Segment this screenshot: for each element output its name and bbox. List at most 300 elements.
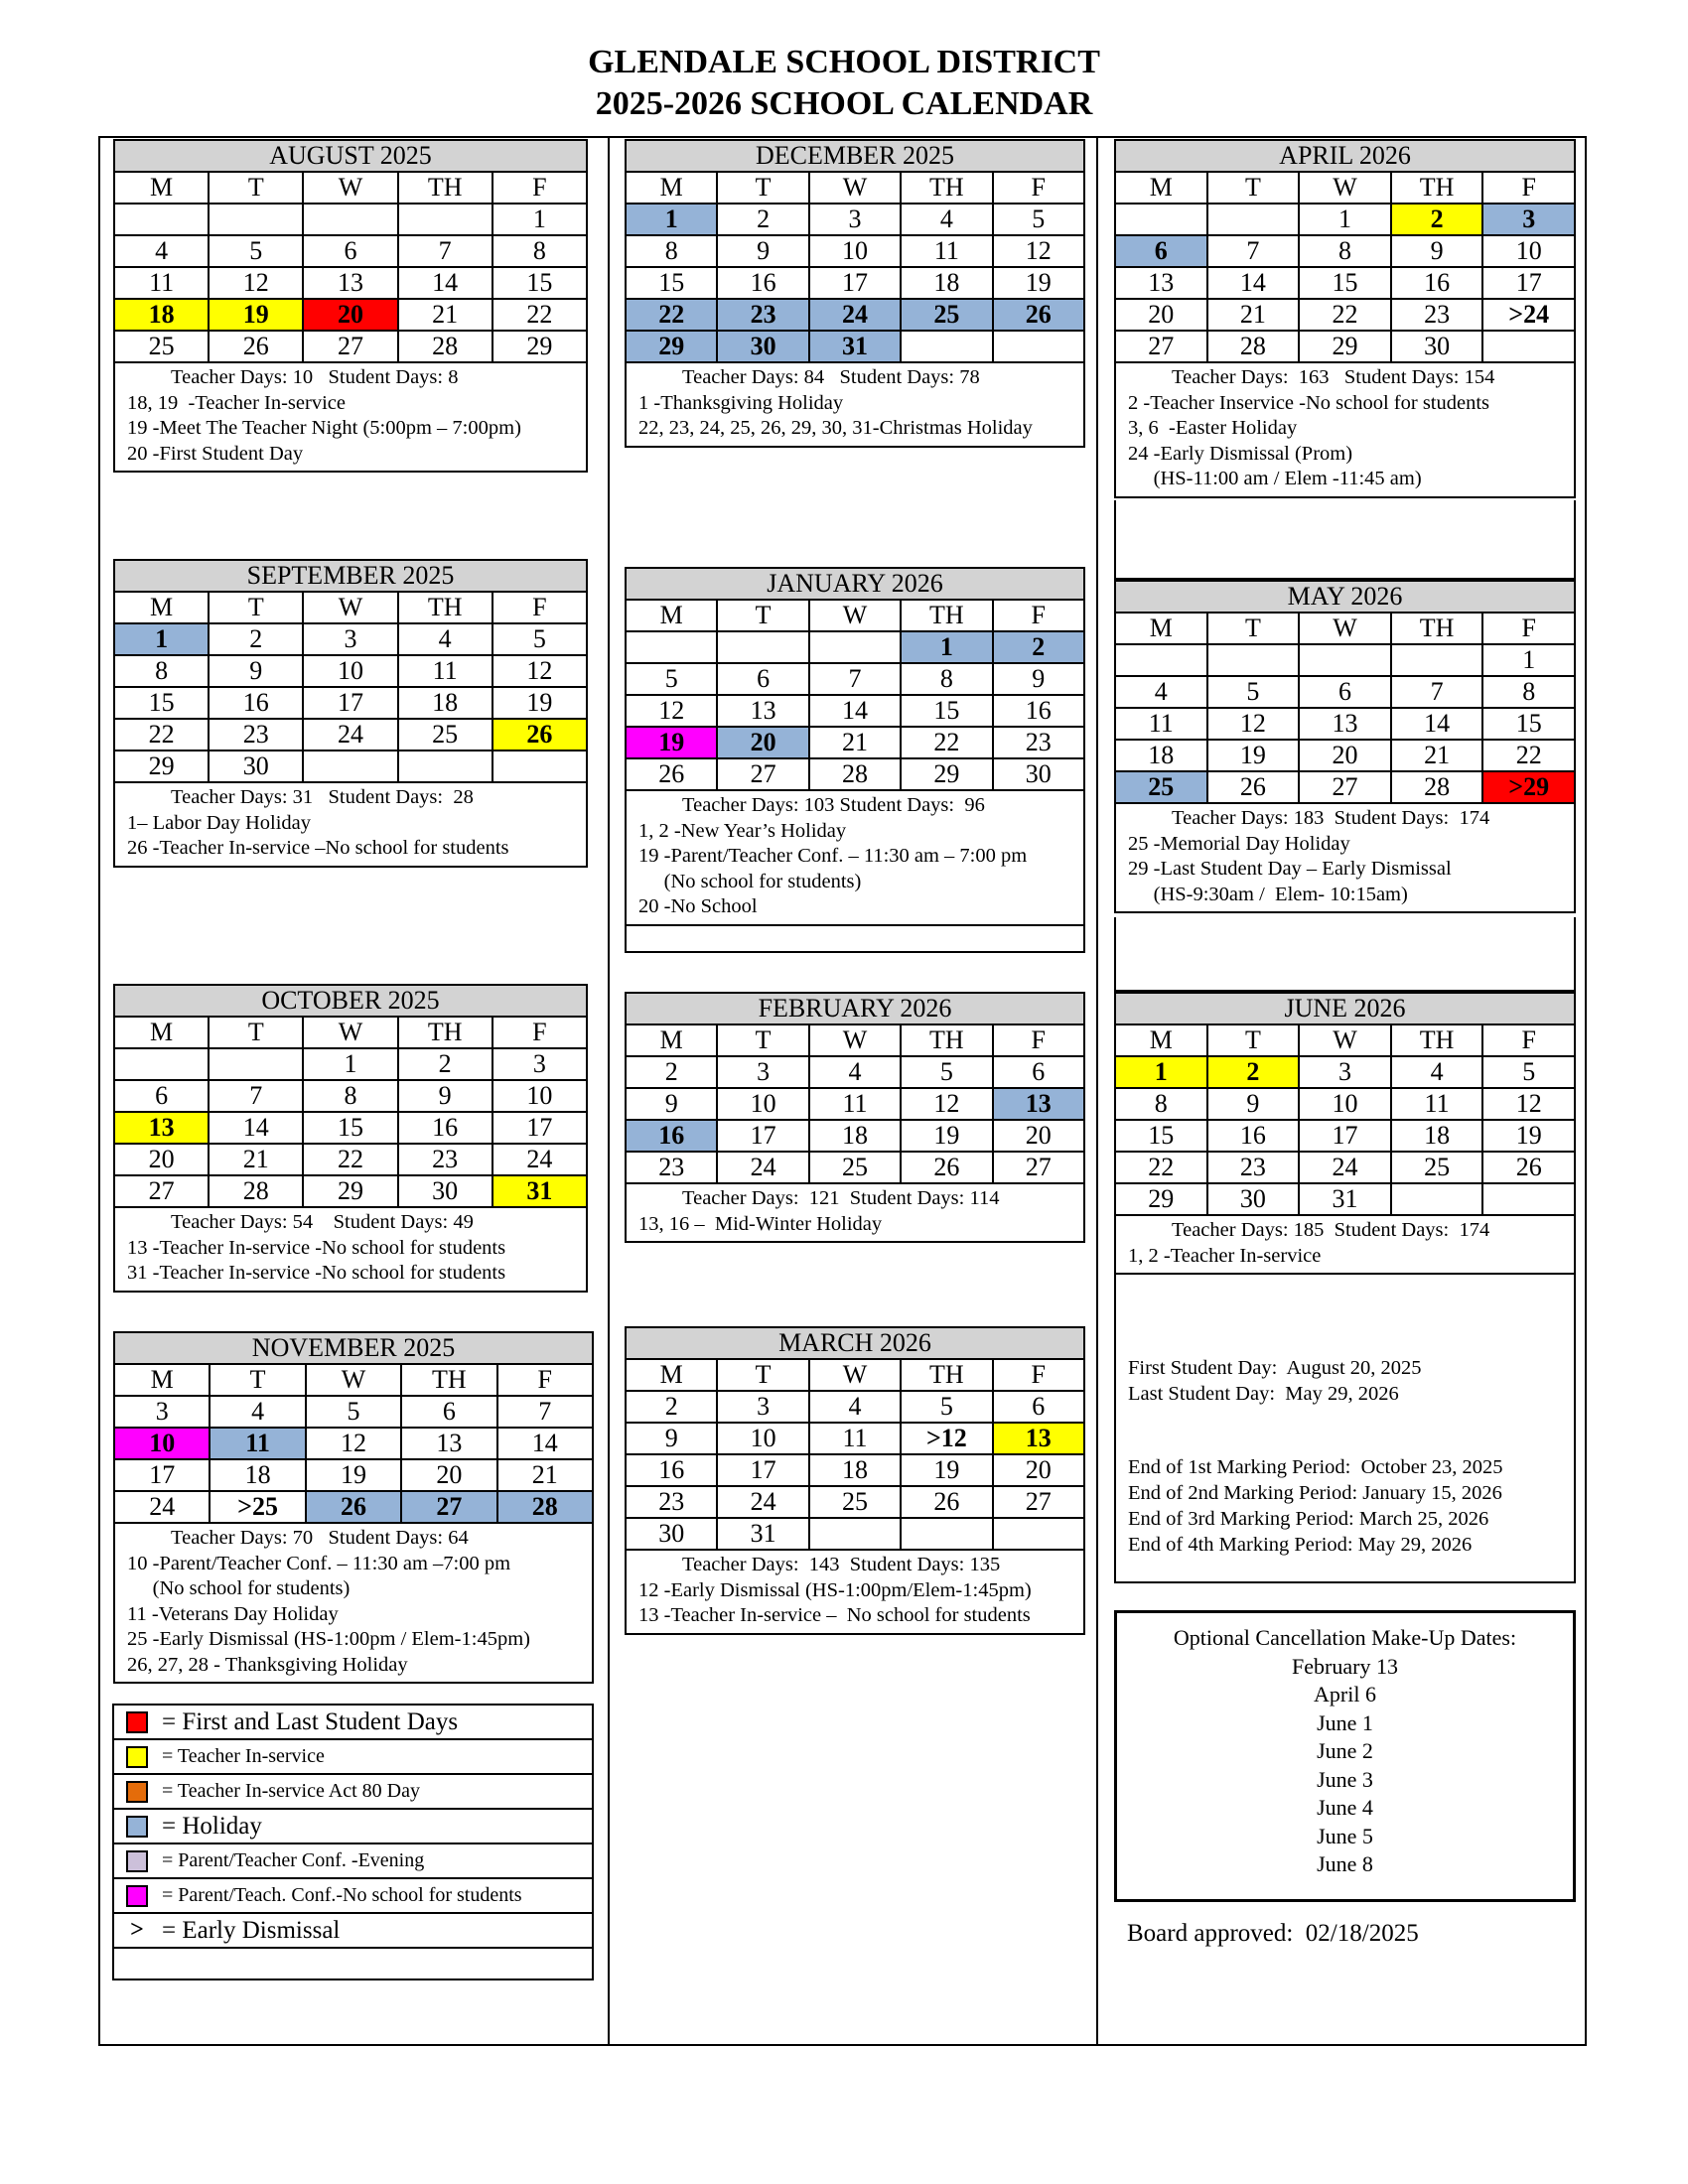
day-cell: 8 (901, 663, 992, 695)
day-cell: 1 (1482, 644, 1575, 676)
day-header: M (626, 1024, 717, 1056)
month-december (625, 139, 1085, 448)
day-cell: 6 (993, 1391, 1084, 1423)
legend-swatch (126, 1850, 148, 1872)
day-cell: 3 (492, 1048, 587, 1080)
day-cell: 1 (1115, 1056, 1207, 1088)
day-cell: 27 (717, 758, 808, 790)
legend-swatch (126, 1711, 148, 1733)
makeup-date: June 8 (1317, 1851, 1373, 1876)
day-cell: 4 (1115, 676, 1207, 708)
day-cell (209, 204, 303, 235)
day-cell: 10 (717, 1423, 808, 1454)
month-notes (625, 1184, 1085, 1243)
month-name: AUGUST 2025 (114, 140, 587, 172)
legend-label: = Early Dismissal (162, 1916, 341, 1944)
day-cell: 19 (901, 1120, 992, 1152)
day-header: TH (1391, 613, 1483, 644)
day-cell: 28 (497, 1491, 593, 1523)
month-grid (625, 567, 1085, 791)
day-cell: 5 (492, 623, 587, 655)
month-september (113, 559, 588, 868)
day-cell: 30 (993, 758, 1084, 790)
note-line: 31 -Teacher In-service -No school for students (127, 1262, 506, 1284)
day-cell: 24 (809, 299, 901, 331)
legend-label: = Holiday (162, 1812, 262, 1840)
day-cell: 23 (398, 1144, 492, 1175)
month-name: JUNE 2026 (1115, 993, 1575, 1024)
day-cell: 18 (901, 267, 992, 299)
day-cell: 25 (398, 719, 492, 751)
makeup-date: June 4 (1317, 1795, 1373, 1820)
day-cell: 26 (901, 1486, 992, 1518)
day-header: M (114, 172, 209, 204)
day-cell: 10 (1299, 1088, 1391, 1120)
day-cell: 14 (809, 695, 901, 727)
day-cell: 20 (401, 1459, 496, 1491)
day-cell: 7 (209, 1080, 303, 1112)
day-header: M (1115, 172, 1207, 204)
january-spacer (625, 814, 1085, 953)
month-grid (113, 559, 588, 783)
may-spacer (1114, 917, 1576, 992)
day-cell: 21 (809, 727, 901, 758)
day-cell: 22 (303, 1144, 397, 1175)
month-name: MAY 2026 (1115, 581, 1575, 613)
note-line: 26 -Teacher In-service –No school for students (127, 837, 509, 859)
day-cell: 29 (1299, 331, 1391, 362)
day-header: F (993, 172, 1084, 204)
month-name: OCTOBER 2025 (114, 985, 587, 1017)
day-cell: 4 (210, 1396, 305, 1428)
district-title: GLENDALE SCHOOL DISTRICT (588, 44, 1100, 80)
day-cell: 11 (809, 1088, 901, 1120)
note-line: 25 -Early Dismissal (HS-1:00pm / Elem-1:45pm) (127, 1628, 530, 1650)
day-header: W (306, 1364, 401, 1396)
month-notes (1114, 1216, 1576, 1275)
day-cell: 14 (398, 267, 492, 299)
day-cell: 22 (901, 727, 992, 758)
day-cell: 26 (993, 299, 1084, 331)
day-cell: 5 (1207, 676, 1300, 708)
day-cell (1299, 644, 1391, 676)
note-line: 29 -Last Student Day – Early Dismissal (1128, 858, 1452, 880)
note-line: 24 -Early Dismissal (Prom) (1128, 442, 1353, 465)
legend-item (114, 1879, 592, 1914)
day-cell: 11 (1391, 1088, 1483, 1120)
day-cell (717, 631, 808, 663)
day-cell: 28 (209, 1175, 303, 1207)
legend-empty-row (114, 1949, 592, 1979)
note-line: Teacher Days: 185 Student Days: 174 (1172, 1219, 1490, 1241)
day-header: T (717, 172, 808, 204)
day-cell: 25 (901, 299, 992, 331)
day-cell: 28 (398, 331, 492, 362)
day-cell: 3 (717, 1056, 808, 1088)
month-august (113, 139, 588, 473)
day-header: F (1482, 172, 1575, 204)
day-cell: 7 (809, 663, 901, 695)
day-cell: 16 (1391, 267, 1483, 299)
day-cell: 11 (114, 267, 209, 299)
day-cell: 17 (1299, 1120, 1391, 1152)
legend-swatch (126, 1781, 148, 1803)
day-header: TH (901, 1359, 992, 1391)
day-cell: 10 (717, 1088, 808, 1120)
day-cell: 13 (1115, 267, 1207, 299)
day-cell: 31 (492, 1175, 587, 1207)
note-line: 3, 6 -Easter Holiday (1128, 417, 1298, 439)
month-grid (1114, 992, 1576, 1216)
day-cell: 26 (492, 719, 587, 751)
day-header: M (626, 600, 717, 631)
day-cell: 13 (993, 1423, 1084, 1454)
note-line: 1, 2 -Teacher In-service (1128, 1244, 1322, 1267)
day-header: TH (901, 600, 992, 631)
day-cell: 14 (497, 1428, 593, 1459)
day-cell: 28 (1391, 771, 1483, 803)
day-cell: 18 (398, 687, 492, 719)
day-header: F (1482, 613, 1575, 644)
day-cell: 6 (993, 1056, 1084, 1088)
day-cell: 22 (1482, 740, 1575, 771)
day-header: M (114, 1364, 210, 1396)
day-cell: 15 (303, 1112, 397, 1144)
day-cell: 3 (1482, 204, 1575, 235)
day-cell: 4 (114, 235, 209, 267)
month-grid (625, 992, 1085, 1184)
day-cell: 9 (1391, 235, 1483, 267)
day-cell: 6 (114, 1080, 209, 1112)
day-cell: 13 (993, 1088, 1084, 1120)
day-cell (1391, 1183, 1483, 1215)
note-line: 1, 2 -New Year’s Holiday (638, 819, 847, 842)
day-cell: 1 (303, 1048, 397, 1080)
day-cell: 29 (492, 331, 587, 362)
makeup-date: June 3 (1317, 1766, 1373, 1792)
day-cell: 20 (993, 1454, 1084, 1486)
note-line: Teacher Days: 183 Student Days: 174 (1172, 807, 1490, 829)
day-cell: 17 (717, 1120, 808, 1152)
early-dismissal-symbol: > (130, 1917, 144, 1943)
day-cell: 2 (1391, 204, 1483, 235)
day-cell (209, 1048, 303, 1080)
day-cell: 20 (303, 299, 397, 331)
marking-period-2: End of 2nd Marking Period: January 15, 2026 (1128, 1482, 1502, 1504)
day-cell: 31 (717, 1518, 808, 1550)
note-line: 22, 23, 24, 25, 26, 29, 30, 31-Christmas Holiday (638, 417, 1033, 439)
day-cell: 17 (492, 1112, 587, 1144)
day-cell: 8 (626, 235, 717, 267)
board-approved: Board approved: 02/18/2025 (1127, 1920, 1419, 1947)
legend-item (114, 1775, 592, 1810)
day-cell: 12 (993, 235, 1084, 267)
day-header: F (993, 1024, 1084, 1056)
legend-item (114, 1914, 592, 1949)
day-cell (398, 751, 492, 782)
day-cell: 5 (209, 235, 303, 267)
day-cell: 12 (901, 1088, 992, 1120)
marking-period-4: End of 4th Marking Period: May 29, 2026 (1128, 1534, 1473, 1556)
day-header: F (497, 1364, 593, 1396)
day-cell (1115, 644, 1207, 676)
makeup-date: April 6 (1314, 1682, 1376, 1706)
note-line: Teacher Days: 121 Student Days: 114 (682, 1187, 1000, 1209)
day-cell: 21 (1391, 740, 1483, 771)
note-line: 13, 16 – Mid-Winter Holiday (638, 1212, 883, 1235)
day-cell: 31 (809, 331, 901, 362)
day-cell: 19 (209, 299, 303, 331)
legend-item (114, 1844, 592, 1879)
day-header: W (1299, 1024, 1391, 1056)
day-cell: 1 (114, 623, 209, 655)
day-cell: 28 (809, 758, 901, 790)
day-cell: 14 (209, 1112, 303, 1144)
day-cell: 24 (717, 1152, 808, 1183)
day-cell: 22 (626, 299, 717, 331)
day-cell (626, 631, 717, 663)
calendar-title: 2025-2026 SCHOOL CALENDAR (595, 85, 1093, 122)
note-line: Teacher Days: 84 Student Days: 78 (682, 366, 980, 388)
note-line: Teacher Days: 70 Student Days: 64 (171, 1527, 469, 1549)
day-cell: 23 (717, 299, 808, 331)
day-cell: 16 (626, 1120, 717, 1152)
day-cell (1482, 1183, 1575, 1215)
day-cell: 23 (626, 1486, 717, 1518)
legend-swatch (126, 1746, 148, 1768)
day-cell: 17 (1482, 267, 1575, 299)
marking-period-3: End of 3rd Marking Period: March 25, 2026 (1128, 1508, 1489, 1530)
day-cell: 18 (210, 1459, 305, 1491)
day-header: T (1207, 1024, 1300, 1056)
day-header: TH (1391, 1024, 1483, 1056)
day-cell: 13 (401, 1428, 496, 1459)
day-cell: 6 (717, 663, 808, 695)
day-cell: 6 (401, 1396, 496, 1428)
makeup-date: June 5 (1317, 1823, 1373, 1848)
day-cell: 30 (1207, 1183, 1300, 1215)
day-cell: 26 (306, 1491, 401, 1523)
day-cell (1391, 644, 1483, 676)
day-header: F (993, 600, 1084, 631)
day-cell: 7 (497, 1396, 593, 1428)
note-line: 10 -Parent/Teacher Conf. – 11:30 am –7:00 pm (127, 1552, 511, 1574)
month-notes (1114, 804, 1576, 913)
day-cell: 4 (809, 1056, 901, 1088)
day-cell: 24 (1299, 1152, 1391, 1183)
day-cell: 15 (626, 267, 717, 299)
day-cell: 6 (1115, 235, 1207, 267)
day-cell: 26 (1482, 1152, 1575, 1183)
day-cell: 17 (114, 1459, 210, 1491)
day-cell: 25 (1391, 1152, 1483, 1183)
day-header: W (809, 1359, 901, 1391)
day-header: TH (901, 1024, 992, 1056)
note-line: (No school for students) (638, 870, 862, 892)
day-cell: 19 (492, 687, 587, 719)
day-cell (492, 751, 587, 782)
day-cell: 22 (1299, 299, 1391, 331)
day-cell: 11 (210, 1428, 305, 1459)
day-cell: 9 (1207, 1088, 1300, 1120)
day-cell: 30 (398, 1175, 492, 1207)
day-cell: 25 (1115, 771, 1207, 803)
day-cell (993, 331, 1084, 362)
day-cell: 23 (1207, 1152, 1300, 1183)
note-line: 19 -Meet The Teacher Night (5:00pm – 7:00pm) (127, 417, 521, 439)
note-line: 13 -Teacher In-service – No school for students (638, 1604, 1031, 1626)
day-cell (303, 751, 397, 782)
note-line: (No school for students) (127, 1577, 351, 1599)
day-cell: 18 (1391, 1120, 1483, 1152)
day-cell: 12 (306, 1428, 401, 1459)
day-cell: 19 (993, 267, 1084, 299)
day-header: M (1115, 613, 1207, 644)
legend (112, 1704, 594, 1980)
day-header: W (809, 1024, 901, 1056)
note-line: 26, 27, 28 - Thanksgiving Holiday (127, 1653, 408, 1676)
day-cell: 5 (901, 1056, 992, 1088)
day-header: W (1299, 613, 1391, 644)
day-cell: 2 (209, 623, 303, 655)
day-cell: 12 (209, 267, 303, 299)
day-cell: 22 (1115, 1152, 1207, 1183)
day-header: T (717, 1359, 808, 1391)
month-name: MARCH 2026 (626, 1327, 1084, 1359)
day-cell: 8 (303, 1080, 397, 1112)
day-cell: 15 (901, 695, 992, 727)
day-cell: 2 (398, 1048, 492, 1080)
day-cell (993, 1518, 1084, 1550)
legend-swatch (126, 1885, 148, 1907)
day-cell: 11 (901, 235, 992, 267)
day-header: W (1299, 172, 1391, 204)
day-header: TH (398, 1017, 492, 1048)
day-cell: >12 (901, 1423, 992, 1454)
day-cell: 10 (1482, 235, 1575, 267)
month-grid (113, 984, 588, 1208)
day-cell: 19 (1482, 1120, 1575, 1152)
day-cell: 9 (626, 1423, 717, 1454)
day-cell: 6 (303, 235, 397, 267)
day-cell: 3 (809, 204, 901, 235)
day-cell: 13 (717, 695, 808, 727)
day-header: T (717, 1024, 808, 1056)
day-cell: 30 (1391, 331, 1483, 362)
day-cell (114, 1048, 209, 1080)
day-cell: 9 (209, 655, 303, 687)
day-cell: 14 (1207, 267, 1300, 299)
month-october (113, 984, 588, 1293)
day-cell: 12 (1482, 1088, 1575, 1120)
day-cell: 24 (717, 1486, 808, 1518)
last-student-day: Last Student Day: May 29, 2026 (1128, 1383, 1399, 1405)
day-cell: >25 (210, 1491, 305, 1523)
day-cell: 27 (993, 1152, 1084, 1183)
day-cell: 4 (809, 1391, 901, 1423)
day-cell: 23 (209, 719, 303, 751)
day-cell (398, 204, 492, 235)
day-header: W (303, 1017, 397, 1048)
day-cell: 6 (1299, 676, 1391, 708)
day-cell: 22 (492, 299, 587, 331)
day-cell: 16 (209, 687, 303, 719)
day-cell (809, 1518, 901, 1550)
month-notes (625, 1551, 1085, 1635)
day-cell: 19 (306, 1459, 401, 1491)
day-header: F (492, 1017, 587, 1048)
day-header: W (809, 172, 901, 204)
day-cell: 15 (114, 687, 209, 719)
day-cell: 11 (398, 655, 492, 687)
day-header: T (1207, 172, 1300, 204)
key-dates-box (1114, 1271, 1576, 1583)
legend-swatch (126, 1816, 148, 1838)
day-header: TH (398, 172, 492, 204)
day-cell (1482, 331, 1575, 362)
day-cell: 16 (398, 1112, 492, 1144)
day-cell: 4 (901, 204, 992, 235)
day-cell: 3 (303, 623, 397, 655)
day-cell: 16 (993, 695, 1084, 727)
day-cell: 8 (114, 655, 209, 687)
day-cell: 3 (717, 1391, 808, 1423)
day-cell: 1 (492, 204, 587, 235)
day-header: TH (398, 592, 492, 623)
note-line: 2 -Teacher Inservice -No school for students (1128, 391, 1490, 414)
day-header: W (303, 592, 397, 623)
month-june (1114, 992, 1576, 1275)
day-cell (1207, 204, 1300, 235)
day-cell: 20 (1299, 740, 1391, 771)
day-cell: 24 (492, 1144, 587, 1175)
day-cell: 15 (1482, 708, 1575, 740)
day-cell (901, 1518, 992, 1550)
month-notes (113, 1524, 594, 1684)
day-header: M (114, 592, 209, 623)
day-cell: 2 (993, 631, 1084, 663)
makeup-date: February 13 (1292, 1653, 1398, 1679)
month-name: NOVEMBER 2025 (114, 1332, 593, 1364)
note-line: Teacher Days: 31 Student Days: 28 (171, 786, 474, 808)
column-divider (608, 136, 610, 2046)
day-cell: 29 (901, 758, 992, 790)
day-cell: 7 (398, 235, 492, 267)
day-cell (114, 204, 209, 235)
day-cell: 7 (1207, 235, 1300, 267)
day-cell: 29 (1115, 1183, 1207, 1215)
legend-label: = Parent/Teacher Conf. -Evening (162, 1849, 425, 1871)
makeup-date: June 2 (1317, 1738, 1373, 1763)
marking-period-1: End of 1st Marking Period: October 23, 2025 (1128, 1456, 1503, 1478)
month-grid (1114, 580, 1576, 804)
day-cell: 23 (1391, 299, 1483, 331)
day-cell: 29 (303, 1175, 397, 1207)
month-name: APRIL 2026 (1115, 140, 1575, 172)
makeup-title: Optional Cancellation Make-Up Dates: (1173, 1625, 1517, 1650)
month-grid (625, 139, 1085, 363)
day-cell: 29 (114, 751, 209, 782)
day-cell: 9 (717, 235, 808, 267)
day-cell: 10 (492, 1080, 587, 1112)
note-line: 20 -No School (638, 895, 758, 917)
legend-label: = Parent/Teach. Conf.-No school for students (162, 1884, 522, 1906)
day-cell: 9 (398, 1080, 492, 1112)
day-cell: 2 (1207, 1056, 1300, 1088)
day-cell: 29 (626, 331, 717, 362)
day-cell: 21 (1207, 299, 1300, 331)
day-cell: 30 (717, 331, 808, 362)
